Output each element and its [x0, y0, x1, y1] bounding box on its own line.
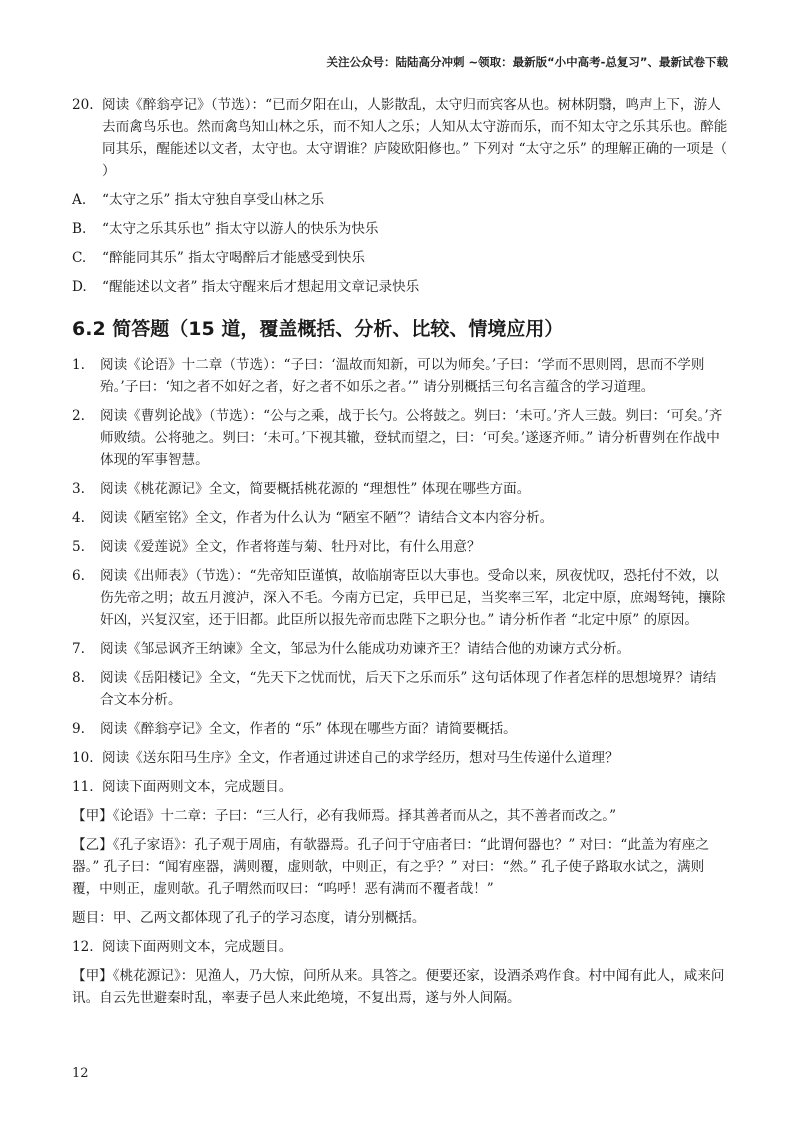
item-text: 阅读《爱莲说》全文，作者将莲与菊、牡丹对比，有什么用意？: [100, 539, 481, 555]
option-text: “醉能同其乐” 指太守喝醉后才能感受到快乐: [102, 250, 365, 266]
list-item: [72, 776, 728, 798]
text-jia-lunyu: 【甲】《论语》十二章：子曰：“三人行，必有我师焉。择其善者而从之，其不善者而改之。”: [72, 808, 617, 824]
item-number: 5.: [72, 539, 85, 555]
list-item: [72, 405, 728, 471]
option-b: [72, 218, 728, 240]
section-heading: 6.2 简答题（15 道，覆盖概括、分析、比较、情境应用）: [72, 318, 564, 340]
list-item: [72, 536, 728, 558]
item-number: 8.: [72, 670, 85, 686]
item-text: 阅读《曹刿论战》（节选）：“公与之乘，战于长勺。公将鼓之。刿曰：‘未可。’齐人三鼓。刿曰：‘可矣。’齐师败绩。公将驰之。刿曰：‘未可。’下视其辙，登轼而望之，曰：‘可矣。’遂逐齐师。” 请分析曹刿在作战中体现的军事智慧。: [100, 408, 723, 468]
option-c: [72, 247, 728, 269]
item-text: 阅读《送东阳马生序》全文，作者通过讲述自己的求学经历，想对马生传递什么道理？: [102, 750, 619, 766]
question-prompt: 题目：甲、乙两文都体现了孔子的学习态度，请分别概括。: [72, 910, 426, 926]
list-item: [72, 507, 728, 529]
option-label: A.: [72, 192, 87, 208]
option-label: C.: [72, 250, 87, 266]
list-item: [72, 478, 728, 500]
list-item: [72, 354, 728, 398]
question-text: 阅读《醉翁亭记》（节选）：“已而夕阳在山，人影散乱，太守归而宾客从也。树林阴翳，鸣声上下，游人去而禽鸟乐也。然而禽鸟知山林之乐，而不知人之乐；人知从太守游而乐，而不知太守之乐其乐也。醉能同其乐，醒能述以文者，太守也。太守谓谁？庐陵欧阳修也。” 下列对 “太守之乐” 的理解正确的一项是（ ）: [102, 97, 728, 179]
item-number: 2.: [72, 408, 85, 424]
item-text: 阅读《陋室铭》全文，作者为什么认为 “陋室不陋”？请结合文本内容分析。: [100, 510, 554, 526]
item-number: 3.: [72, 481, 85, 497]
page-number: 12: [72, 1066, 89, 1081]
item-text: 阅读《邹忌讽齐王纳谏》全文，邹忌为什么能成功劝谏齐王？请结合他的劝谏方式分析。: [100, 641, 631, 657]
item-number: 12.: [72, 939, 94, 955]
item-text: 阅读《论语》十二章（节选）：“子曰：‘温故而知新，可以为师矣。’子曰：‘学而不思则罔，思而不学则殆。’子曰：‘知之者不如好之者，好之者不如乐之者。’” 请分别概括三句名言蕴含的学习道理。: [100, 357, 705, 395]
item-text: 阅读下面两则文本，完成题目。: [102, 939, 293, 955]
list-item: [72, 565, 728, 631]
item-text: 阅读《醉翁亭记》全文，作者的 “乐” 体现在哪些方面？请简要概括。: [100, 721, 517, 737]
option-a: [72, 189, 728, 211]
option-text: “醒能述以文者” 指太守醒来后才想起用文章记录快乐: [102, 279, 420, 295]
item-number: 4.: [72, 510, 85, 526]
list-item: [72, 638, 728, 660]
item-text: 阅读《桃花源记》全文，简要概括桃花源的 “理想性” 体现在哪些方面。: [100, 481, 531, 497]
option-d: [72, 276, 728, 298]
item-text: 阅读《出师表》（节选）：“先帝知臣谨慎，故临崩寄臣以大事也。受命以来，夙夜忧叹，恐托付不效，以伤先帝之明；故五月渡泸，深入不毛。今南方已定，兵甲已足，当奖率三军，北定中原，庶竭驽钝，攘除奸凶，兴复汉室，还于旧都。此臣所以报先帝而忠陛下之职分也。” 请分析作者 “北定中原” 的原因。: [100, 568, 726, 628]
option-label: D.: [72, 279, 87, 295]
item-number: 1.: [72, 357, 85, 373]
item-text: 阅读下面两则文本，完成题目。: [102, 779, 293, 795]
item-number: 6.: [72, 568, 85, 584]
item-number: 11.: [72, 779, 94, 795]
document-body: [72, 94, 728, 1016]
list-item: [72, 936, 728, 958]
question-20: [72, 94, 728, 182]
item-number: 9.: [72, 721, 85, 737]
item-text: 阅读《岳阳楼记》全文，“先天下之忧而忧，后天下之乐而乐” 这句话体现了作者怎样的思想境界？请结合文本分析。: [100, 670, 717, 708]
text-yi-kongzi-jiayu: 【乙】《孔子家语》：孔子观于周庙，有欹器焉。孔子问于守庙者曰：“此谓何器也？” 对曰：“此盖为宥座之器。” 孔子曰：“闻宥座器，满则覆，虚则欹，中则正，有之乎？” 对曰：“然。” 孔子使子路取水试之，满则覆，中则正，虚则欹。孔子喟然而叹曰：“呜呼！恶有满而不覆者哉！”: [72, 837, 709, 897]
page-header: 关注公众号：陆陆高分冲刺 ~领取：最新版“小中高考-总复习”、最新试卷下载: [326, 55, 728, 69]
question-number: 20.: [72, 97, 94, 113]
option-text: “太守之乐” 指太守独自享受山林之乐: [102, 192, 325, 208]
item-number: 7.: [72, 641, 85, 657]
text-jia-taohuayuan: 【甲】《桃花源记》：见渔人，乃大惊，问所从来。具答之。便要还家，设酒杀鸡作食。村中闻有此人，咸来问讯。自云先世避秦时乱，率妻子邑人来此绝境，不复出焉，遂与外人间隔。: [72, 968, 725, 1006]
item-number: 10.: [72, 750, 94, 766]
list-item: [72, 667, 728, 711]
option-text: “太守之乐其乐也” 指太守以游人的快乐为快乐: [102, 221, 379, 237]
list-item: [72, 747, 728, 769]
option-label: B.: [72, 221, 87, 237]
list-item: [72, 718, 728, 740]
